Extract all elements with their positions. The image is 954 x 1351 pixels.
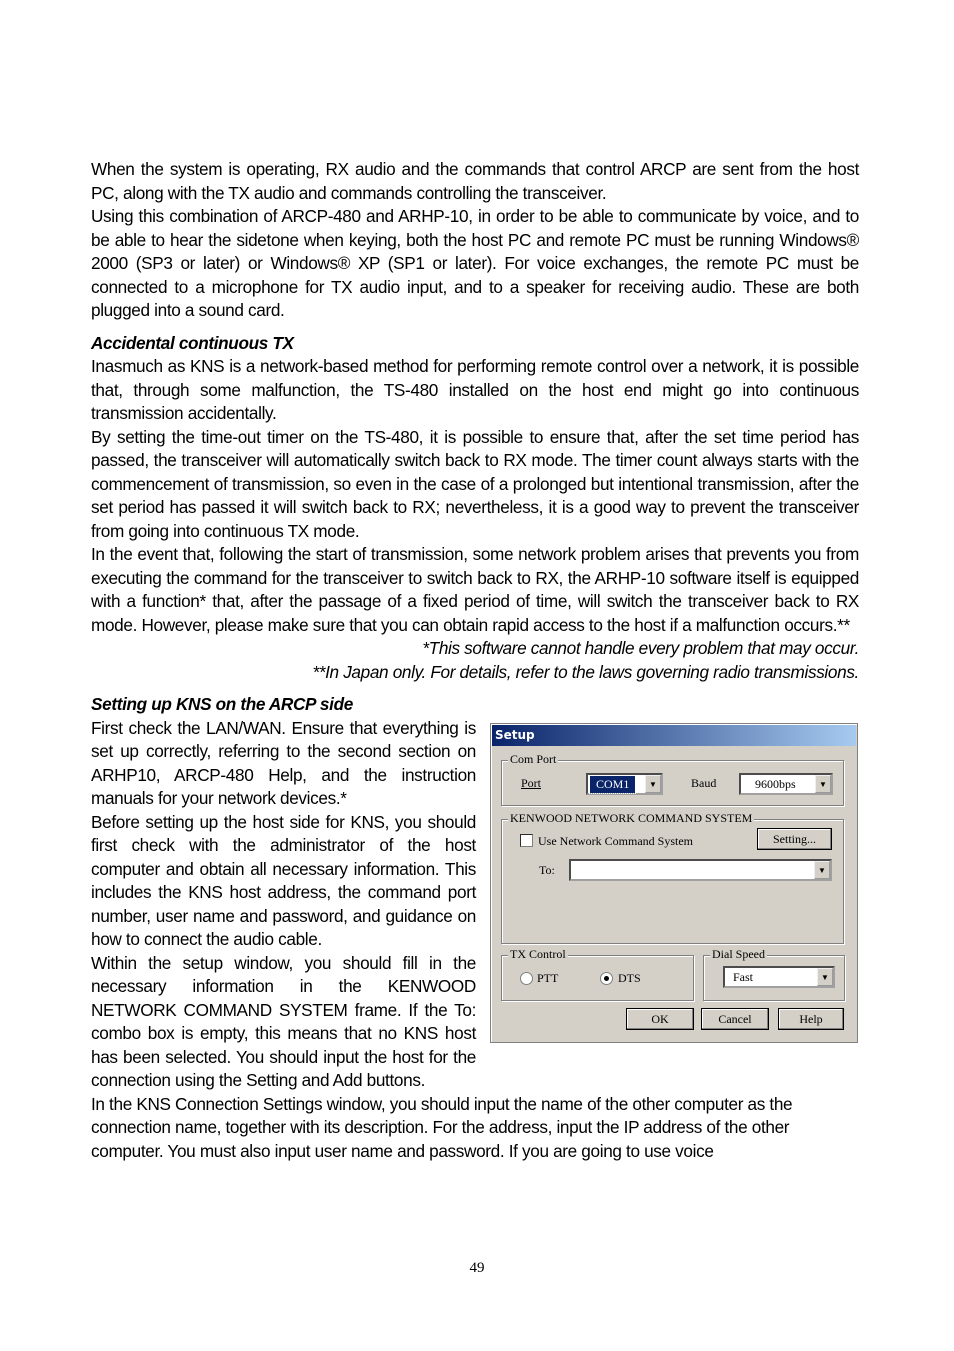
group-label: Com Port (510, 751, 557, 766)
chevron-down-icon: ▼ (814, 861, 830, 879)
chevron-down-icon: ▼ (817, 968, 833, 986)
paragraph: Inasmuch as KNS is a network-based method for performing remote control over a network, it is possible that, through some malfunction, the TS-480 installed on the host end might go into continuous transmission accidentally. (91, 356, 859, 423)
body-text (91, 158, 859, 1163)
ok-button[interactable]: OK (626, 1008, 694, 1030)
setup-dialog-screenshot (490, 723, 858, 1043)
port-value: COM1 (590, 776, 635, 793)
paragraph: First check the LAN/WAN. Ensure that everything is set up correctly, referring to the second section on ARHP10, ARCP-480 Help, and the instruction manuals for your network devices.* (91, 717, 476, 808)
help-button[interactable]: Help (778, 1008, 844, 1030)
dts-radio[interactable] (600, 972, 613, 985)
footnote: *This software cannot handle every problem that may occur. (422, 638, 859, 658)
dial-speed-select[interactable] (723, 966, 835, 988)
to-select[interactable] (569, 859, 832, 881)
paragraph: Using this combination of ARCP-480 and ARHP-10, in order to be able to communicate by voice, and to be able to hear the sidetone when keying, both the host PC and remote PC must be running Windows® 2000 (SP3 or later) or Windows® XP (SP1 or later). For voice exchanges, the remote PC must be connected to a microphone for TX audio input, and to a speaker for receiving audio. These are both plugged into a sound card. (91, 206, 859, 320)
paragraph: When the system is operating, RX audio and the commands that control ARCP are sent from the host PC, along with the TX audio and commands controlling the transceiver. (91, 159, 859, 203)
paragraph: In the KNS Connection Settings window, you should input the name of the other computer as the connection name, together with its description. For the address, input the IP address of the other computer. You must also input user name and password. If you are going to use voice (91, 1093, 793, 1161)
paragraph: By setting the time-out timer on the TS-480, it is possible to ensure that, after the set time period has passed, the transceiver will automatically switch back to RX mode. The timer count always starts with the commencement of transmission, so even in the case of a prolonged but intentional transmission, after the set period has passed it will switch back to RX; nevertheless, it is a good way to prevent the transceiver from going into continuous TX mode. (91, 426, 859, 541)
setting-button[interactable]: Setting... (757, 828, 832, 850)
use-kns-checkbox[interactable] (520, 834, 533, 847)
footnote: **In Japan only. For details, refer to the laws governing radio transmissions. (312, 661, 859, 682)
dial-speed-value: Fast (733, 969, 754, 984)
to-label: To: (539, 862, 555, 877)
group-label: Dial Speed (712, 946, 765, 961)
ptt-radio[interactable] (520, 972, 533, 985)
dts-label: DTS (618, 970, 641, 985)
baud-value: 9600bps (755, 776, 796, 791)
baud-label: Baud (691, 775, 717, 790)
page-number: 49 (469, 1260, 485, 1276)
chevron-down-icon: ▼ (645, 775, 661, 793)
baud-select[interactable] (739, 773, 833, 795)
section-heading: Setting up KNS on the ARCP side (91, 694, 353, 714)
paragraph: In the event that, following the start of transmission, some network problem arises that prevents you from executing the command for the transceiver to switch back to RX, the ARHP-10 software itself is equipped with a function* that, after the passage of a fixed period of time, will switch the transceiver back to RX mode. However, please make sure that you can obtain rapid access to the host if a malfunction occurs.** (91, 544, 859, 635)
port-label: Port (521, 775, 542, 790)
port-select[interactable] (586, 773, 663, 795)
chevron-down-icon: ▼ (815, 775, 831, 793)
group-label: TX Control (510, 946, 566, 961)
use-kns-label: Use Network Command System (538, 833, 693, 848)
paragraph: Before setting up the host side for KNS, you should first check with the administrator of the host computer and obtain all necessary information. This includes the KNS host address, the command port number, user name and password, and guidance on how to connect the audio cable. (91, 811, 476, 949)
cancel-button[interactable]: Cancel (701, 1008, 769, 1030)
paragraph: Within the setup window, you should fill in the necessary information in the KENWOOD NETWORK COMMAND SYSTEM frame. If the To: combo box is empty, this means that no KNS host has been selected. You should input the host for the connection using the Setting and Add buttons. (91, 952, 476, 1090)
dialog-title: Setup (492, 725, 856, 746)
ptt-label: PTT (537, 970, 559, 985)
group-label: KENWOOD NETWORK COMMAND SYSTEM (510, 810, 753, 825)
section-heading: Accidental continuous TX (91, 332, 294, 353)
